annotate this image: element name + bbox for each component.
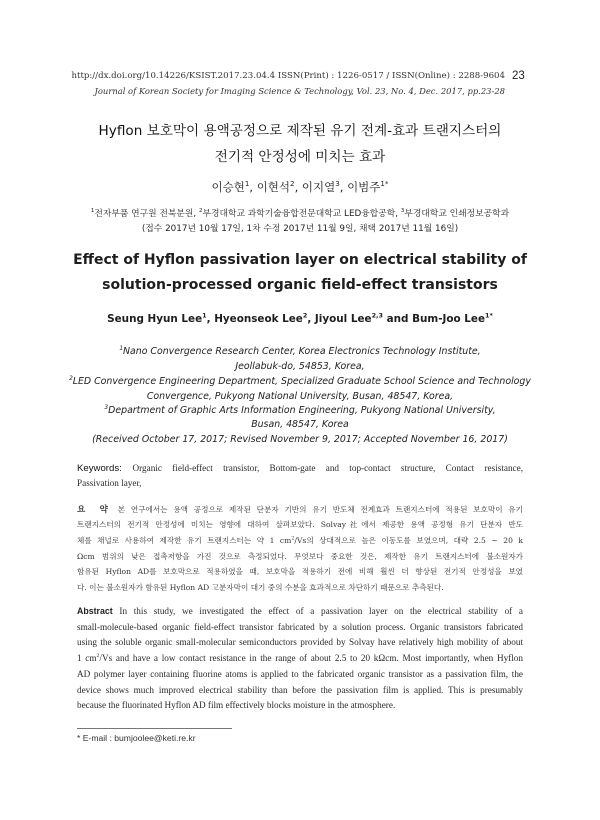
keywords-label: Keywords: <box>77 463 122 474</box>
keywords-line-1 <box>77 463 523 474</box>
korean-author: 이범주 <box>347 180 381 194</box>
footnote-divider <box>77 728 232 729</box>
aff-text: 부경대학교 과학기술융합전문대학교 LED융합공학, <box>202 209 401 219</box>
korean-title-line-1: Hyflon 보호막이 용액공정으로 제작된 유기 전계-효과 트랜지스터의 <box>98 123 502 139</box>
author-affiliation-mark: 1* <box>485 311 493 320</box>
korean-title-line-2: 전기적 안정성에 미치는 효과 <box>214 149 386 165</box>
aff-mark: 2 <box>69 375 73 382</box>
abstract-text: In this study, we investigated the effect of a passivation layer on the electrical stability of a <box>119 606 523 616</box>
page-number: 23 <box>512 70 525 82</box>
doi-issn-line: http://dx.doi.org/10.14226/KSIST.2017.23.04.4 ISSN(Print) : 1226-0517 / ISSN(Online) : 2288-9604 <box>71 71 505 81</box>
korean-author: 이현석 <box>256 180 291 194</box>
korean-abstract-text: /Vs의 상대적으로 높은 이동도를 보였으며, 대략 2.5 ~ 20 k <box>294 536 524 545</box>
author-affiliation-mark: 2 <box>290 179 295 189</box>
aff-mark: 3 <box>400 208 405 215</box>
korean-abstract-line <box>77 503 523 515</box>
author-affiliation-mark: 1* <box>380 179 389 189</box>
korean-abstract-line: 다. 이는 불소원자가 함유된 Hyflon AD 고분자막이 대기 중의 수분을 효과적으로 차단하기 때문으로 추측된다. <box>77 583 444 592</box>
korean-abstract-line: Ωcm 범위의 낮은 접촉저항을 가진 것으로 측정되었다. 무엇보다 중요한 것은, 제작한 유기 트랜지스터에 불소원자가 <box>77 552 523 561</box>
english-title-line-2: solution-processed organic field-effect transistors <box>102 277 498 293</box>
english-author: Seung Hyun Lee <box>107 313 203 325</box>
keywords-text: Organic field-effect transistor, Bottom-gate and top-contact structure, Contact resistance, <box>132 463 524 473</box>
aff-text: 전자부품 연구원 전북분원, <box>94 209 200 219</box>
korean-abstract-label: 요 약 <box>77 505 112 515</box>
korean-abstract-text: 체를 채널로 사용하여 제작한 유기 트랜지스터는 약 1 cm <box>77 536 292 545</box>
korean-abstract-text: 본 연구에서는 용액 공정으로 제작된 단분자 기반의 유기 반도체 전계효과 트랜지스터에 적용된 보호막이 유기 <box>117 505 523 514</box>
english-author: Bum-Joo Lee <box>412 313 485 325</box>
author-separator: , <box>307 313 315 325</box>
superscript: 2 <box>291 536 295 542</box>
korean-affiliations <box>20 206 580 219</box>
korean-authors: 이승현$^1$, 이현석$^2$, 이지열$^3$, 이범주$^{1*}$ <box>211 179 389 194</box>
author-affiliation-mark: 2,3 <box>371 311 383 320</box>
korean-received-dates: (접수 2017년 10월 17일, 1차 수정 2017년 11월 9일, 채택 2017년 11월 16일) <box>141 224 459 234</box>
abstract-line <box>77 653 523 663</box>
abstract-line: using the soluble organic small-molecular semiconductors provided by Solvay have relatively high mobility of about <box>77 637 523 647</box>
english-received-dates: (Received October 17, 2017; Revised November 9, 2017; Accepted November 16, 2017) <box>92 434 508 445</box>
author-affiliation-mark: 2 <box>302 311 308 320</box>
aff-mark: 1 <box>119 345 124 352</box>
corresponding-email-footnote: * E-mail : bumjoolee@keti.re.kr <box>77 733 196 743</box>
author-affiliation-mark: 1 <box>202 311 207 320</box>
korean-abstract-line: 트랜지스터의 전기적 안정성에 미치는 영향에 대하여 살펴보았다. Solvay社에서 제공한 용액 공정형 유기 단분자 반도 <box>77 520 523 529</box>
aff-text: Nano Convergence Research Center, Korea Electronics Technology Institute, <box>123 346 481 357</box>
abstract-text: /Vs and have a low contact resistance in the range of about 2.5 to 20 kΩcm. Most importantly, when Hyflon <box>99 653 523 663</box>
korean-author: 이승현 <box>211 180 245 194</box>
author-affiliation-mark: 1 <box>244 179 250 189</box>
abstract-line <box>77 606 523 616</box>
aff-text: Department of Graphic Arts Information Engineering, Pukyong National University, <box>108 405 496 416</box>
abstract-line: AD polymer layer containing fluorine atoms is applied to the fabricated organic transistor as a passivation film, the <box>77 669 523 679</box>
aff-mark: 1 <box>90 208 95 215</box>
abstract-line: device shows much improved electrical stability than before the passivation film is applied. This is presumably <box>77 685 523 695</box>
aff-text: LED Convergence Engineering Department, Specialized Graduate School Science and Technology <box>72 376 531 387</box>
superscript: 2 <box>96 652 100 659</box>
korean-abstract-line <box>77 535 523 546</box>
english-affiliation-3 <box>20 405 580 416</box>
abstract-line: small-molecule-based organic field-effect transistor fabricated by a solution process. Organic transistors fabricated <box>77 622 523 632</box>
aff-mark: 3 <box>104 404 109 411</box>
author-separator: , <box>206 313 215 325</box>
english-title-line-1: Effect of Hyflon passivation layer on electrical stability of <box>73 252 527 268</box>
aff-mark: 2 <box>199 208 203 215</box>
english-author: Hyeonseok Lee <box>214 313 303 325</box>
author-conjunction: and <box>382 313 413 325</box>
abstract-text: 1 cm <box>77 653 97 663</box>
aff-text: 부경대학교 인쇄정보공학과 <box>404 209 510 219</box>
english-author: Jiyoul Lee <box>314 313 372 325</box>
korean-author: 이지열 <box>301 180 336 194</box>
journal-citation: Journal of Korean Society for Imaging Science & Technology, Vol. 23, No. 4, Dec. 2017, pp.23-28 <box>94 86 505 96</box>
keywords-line-2: Passivation layer, <box>77 478 142 488</box>
abstract-line: because the fluorinated Hyflon AD film effectively blocks moisture in the atmosphere. <box>77 700 396 710</box>
english-affiliation-1-cont: Jeollabuk-do, 54853, Korea, <box>235 361 365 372</box>
english-affiliation-1 <box>20 346 580 357</box>
abstract-label: Abstract <box>77 606 113 616</box>
korean-abstract-line: 함유된 Hyflon AD를 보호막으로 적용하였을 때, 보호막을 적용하기 전에 비해 훨씬 더 향상된 전기적 안정성을 보였 <box>77 567 523 576</box>
english-affiliation-3-cont: Busan, 48547, Korea <box>251 419 349 430</box>
english-affiliation-2 <box>20 376 580 387</box>
english-affiliation-2-cont: Convergence, Pukyong National University, Busan, 48547, Korea, <box>146 391 454 402</box>
author-affiliation-mark: 3 <box>335 179 340 189</box>
english-authors <box>20 313 580 325</box>
